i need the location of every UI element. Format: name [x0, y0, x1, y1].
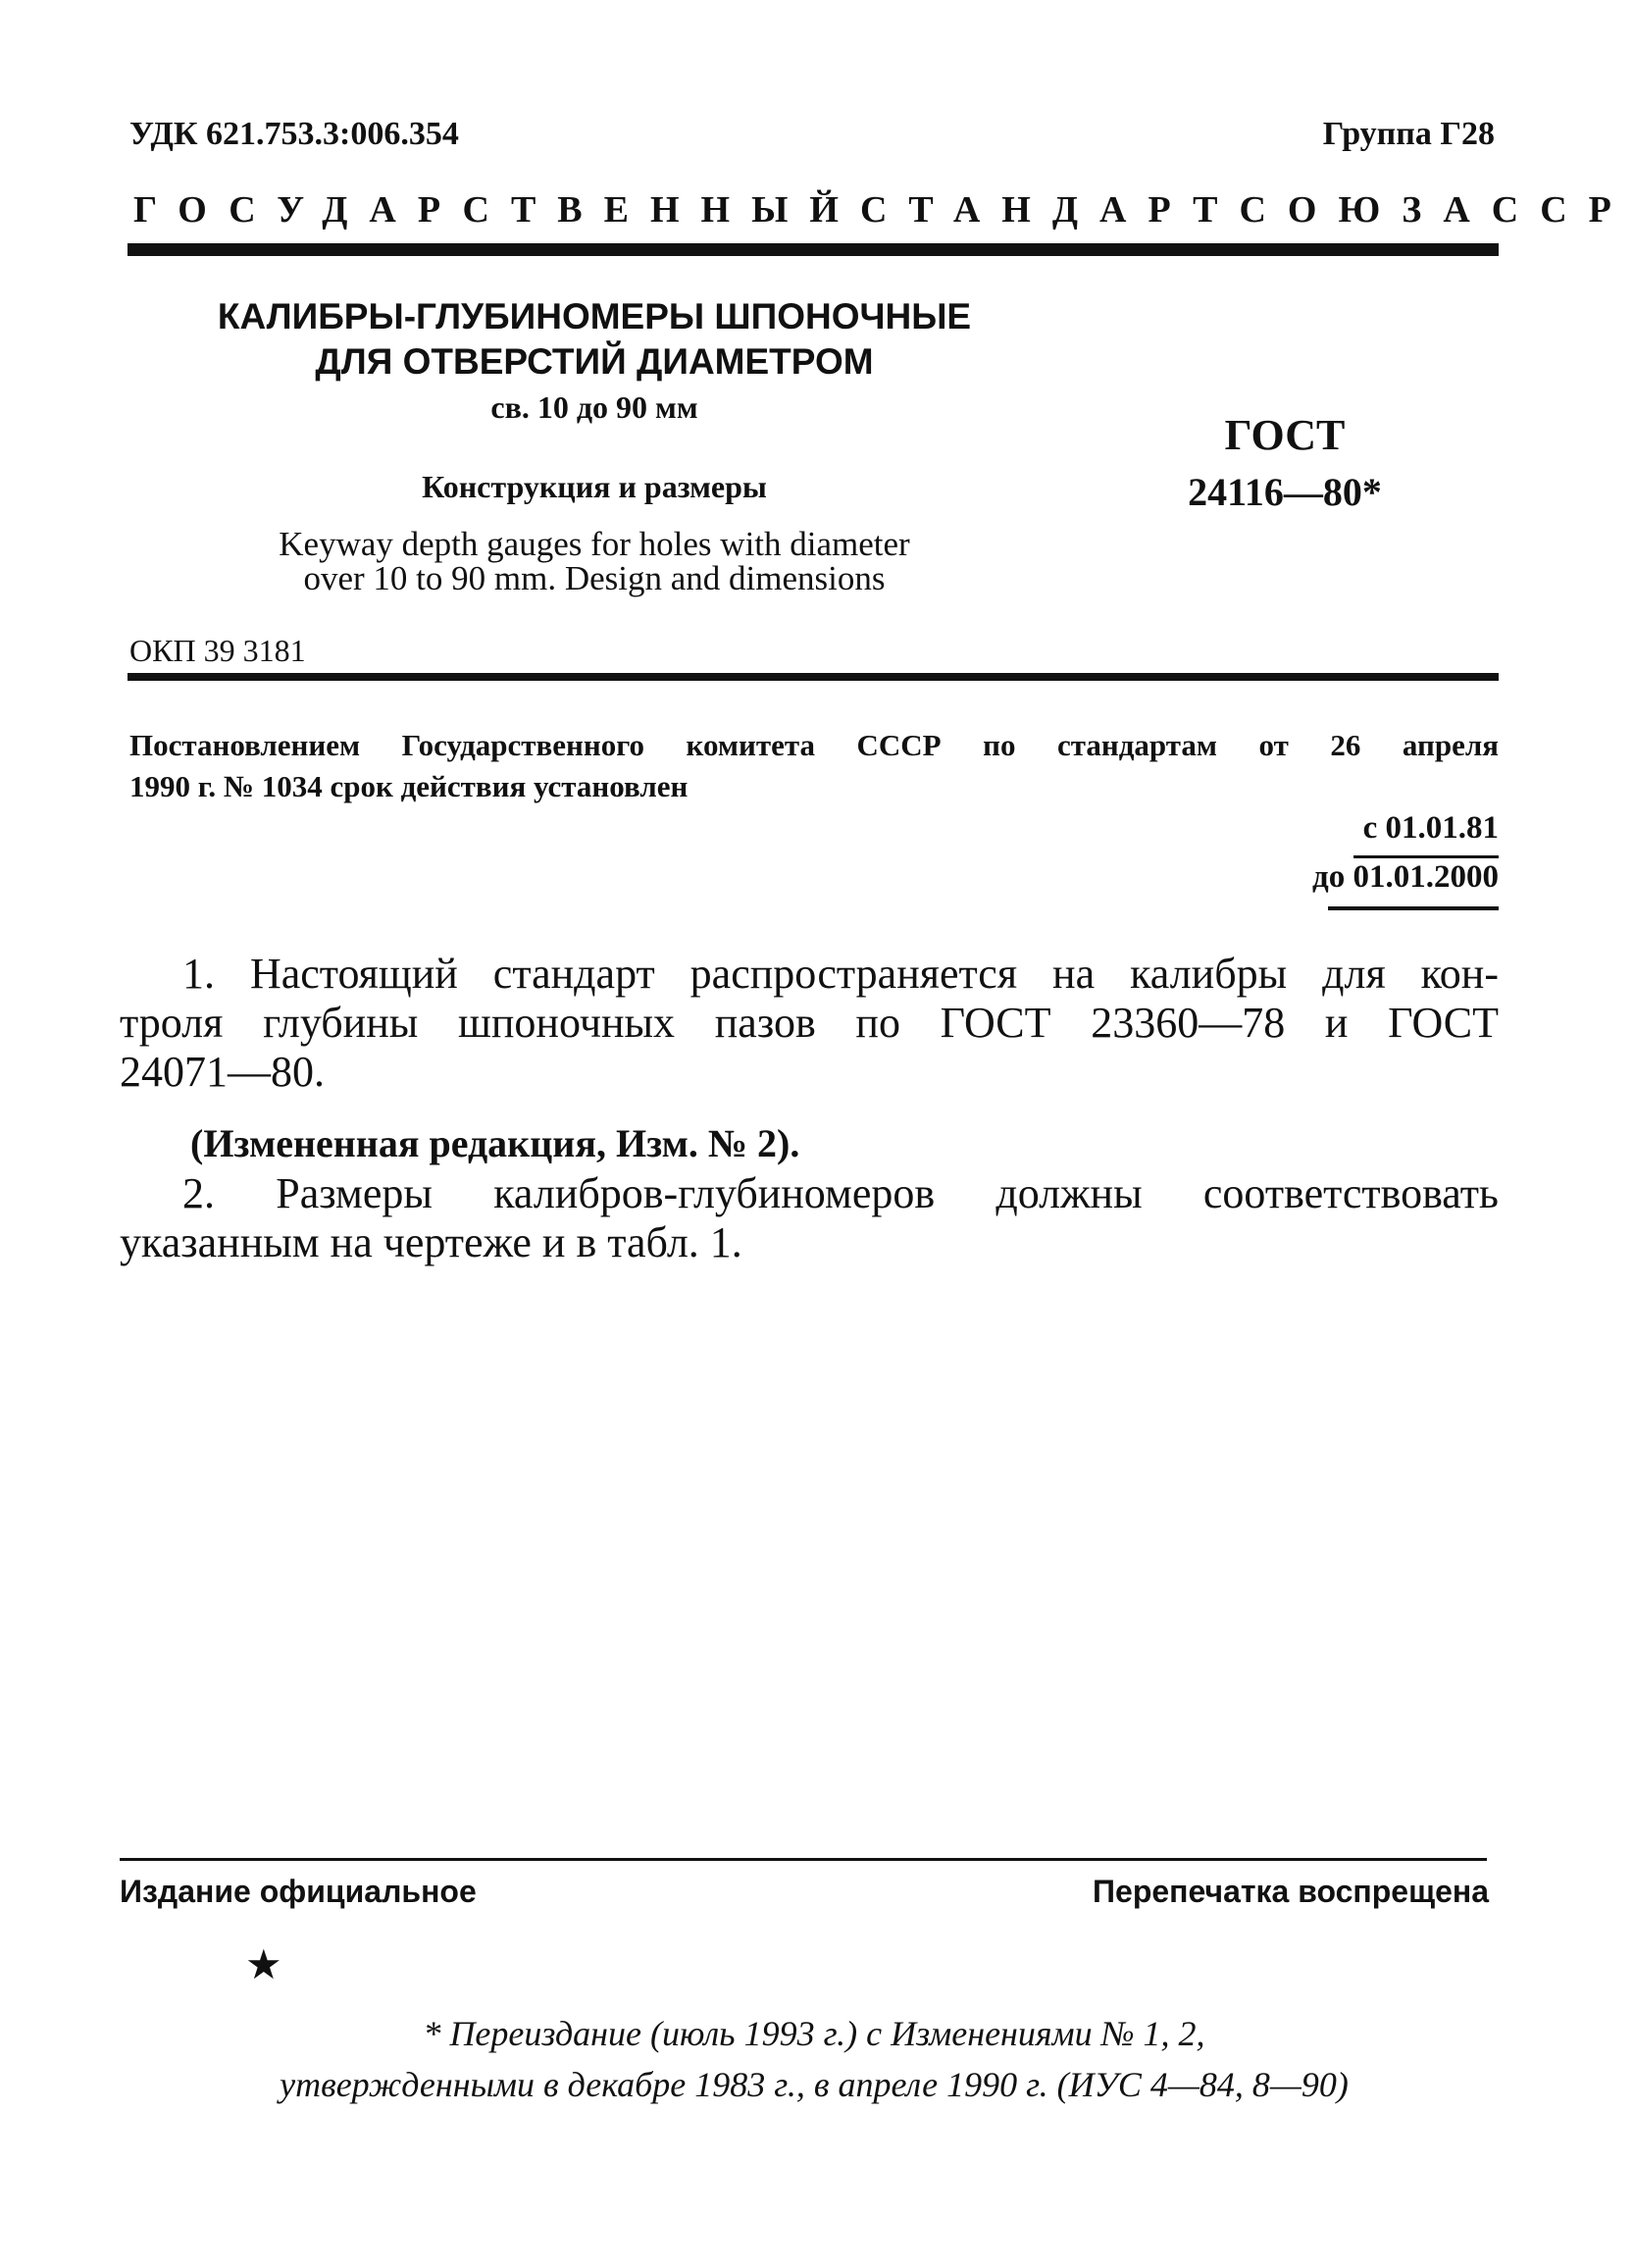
validity-to-prefix: до	[1312, 859, 1346, 895]
validity-to	[1312, 855, 1499, 896]
title-line-1: КАЛИБРЫ-ГЛУБИНОМЕРЫ ШПОНОЧНЫЕ	[217, 296, 972, 336]
paragraph-2-line-1: 2. Размеры калибров-глубиномеров должны соответствовать	[182, 1169, 1499, 1217]
state-standard-word: ССР	[1491, 189, 1633, 231]
okp-code: ОКП 39 3181	[129, 633, 306, 668]
paragraph-1-line-2: троля глубины шпоночных пазов по ГОСТ 23360—78 и ГОСТ	[120, 999, 1499, 1047]
validity-to-date: 01.01.2000	[1353, 855, 1500, 896]
reprint-forbidden: Перепечатка воспрещена	[1093, 1874, 1489, 1909]
title-line-2: ДЛЯ ОТВЕРСТИЙ ДИАМЕТРОМ	[315, 341, 874, 382]
section-rule	[128, 673, 1499, 681]
official-edition: Издание официальное	[120, 1874, 477, 1909]
paragraph-1-line-3: 24071—80.	[120, 1048, 325, 1096]
validity-rule	[1328, 906, 1499, 910]
amendment-note: (Измененная редакция, Изм. № 2).	[190, 1121, 800, 1165]
group-code: Группа Г28	[1322, 116, 1495, 152]
state-standard-word: СТАНДАРТ	[859, 189, 1240, 231]
state-standard-heading	[133, 188, 1633, 232]
footer-rule	[120, 1858, 1487, 1861]
state-standard-word: ГОСУДАРСТВЕННЫЙ	[133, 189, 860, 231]
paragraph-2-line-2: указанным на чертеже и в табл. 1.	[120, 1218, 742, 1266]
decree-line-2: 1990 г. № 1034 срок действия установлен	[129, 769, 689, 803]
english-title-line-1: Keyway depth gauges for holes with diameter	[279, 525, 910, 563]
footnote-line-1: * Переиздание (июль 1993 г.) с Изменениями № 1, 2,	[423, 2014, 1205, 2053]
state-standard-word: СОЮЗА	[1239, 189, 1492, 231]
title-line-3: св. 10 до 90 мм	[490, 389, 698, 425]
star-icon: ★	[245, 1943, 282, 1988]
gost-number: 24116—80*	[1188, 470, 1382, 514]
footnote-line-2: утвержденными в декабре 1983 г., в апреле 1990 г. (ИУС 4—84, 8—90)	[280, 2065, 1349, 2104]
header-rule	[128, 243, 1499, 256]
english-title-line-2: over 10 to 90 mm. Design and dimensions	[303, 559, 886, 597]
title-subtitle: Конструкция и размеры	[422, 469, 767, 504]
validity-from: с 01.01.81	[1362, 810, 1499, 846]
paragraph-1-line-1: 1. Настоящий стандарт распространяется на калибры для кон-	[182, 950, 1499, 998]
gost-label: ГОСТ	[1224, 411, 1346, 459]
decree-line-1: Постановлением Государственного комитета СССР по стандартам от 26 апреля	[129, 728, 1499, 762]
udk-code: УДК 621.753.3:006.354	[129, 116, 459, 152]
